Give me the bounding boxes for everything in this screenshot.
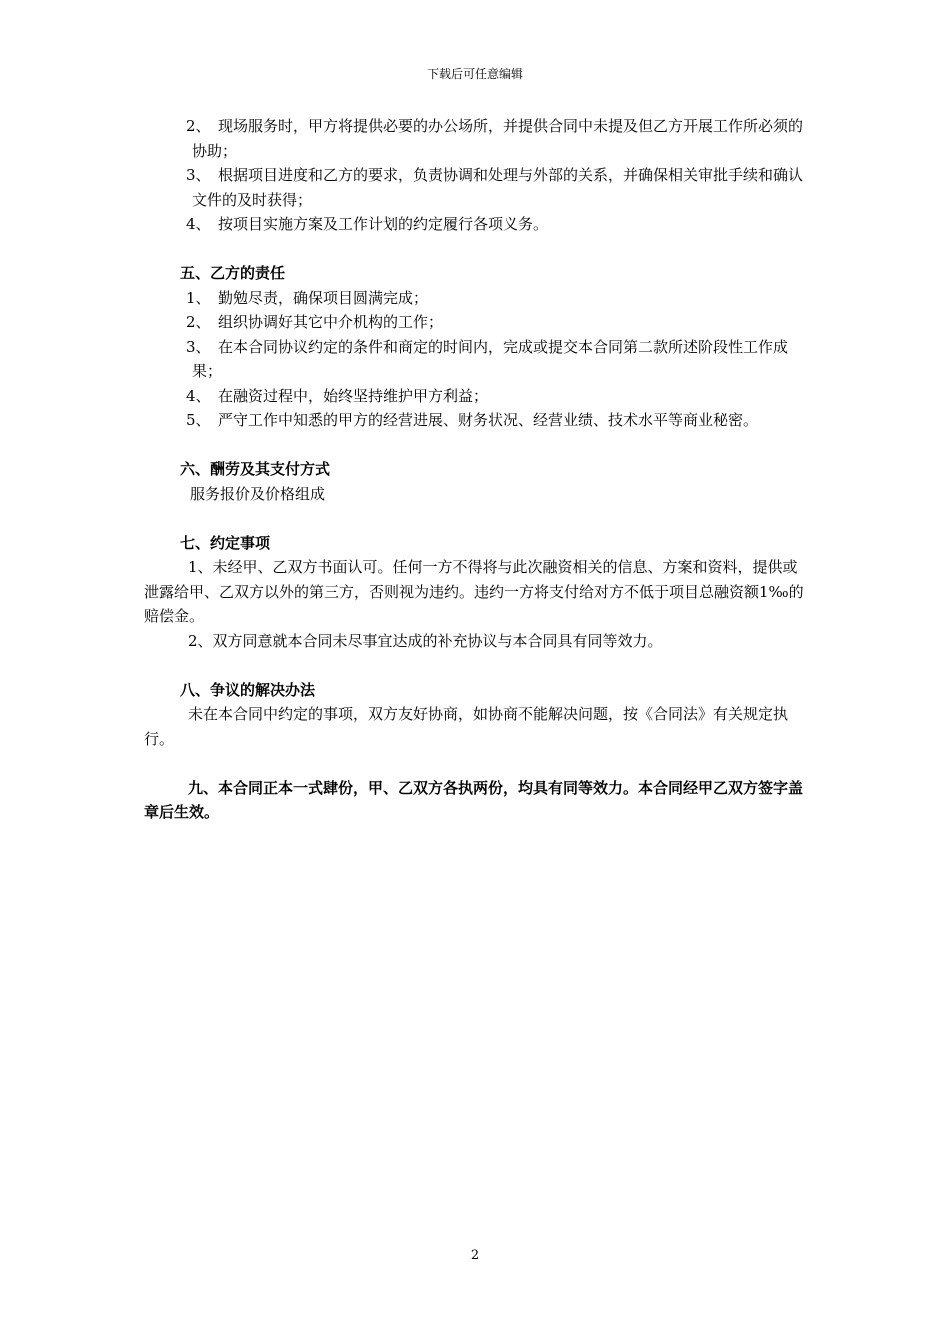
- list-item: [144, 163, 808, 212]
- list-item: [144, 114, 808, 163]
- item-text: 按项目实施方案及工作计划的约定履行各项义务。: [218, 215, 549, 233]
- section-heading: 八、争议的解决办法: [180, 680, 316, 699]
- list-item: [144, 310, 808, 335]
- item-number: 2、: [186, 313, 211, 331]
- item-text: 在本合同协议约定的条件和商定的时间内，完成或提交本合同第二款所述阶段性工作成果；: [192, 337, 789, 380]
- item-text: 根据项目进度和乙方的要求，负责协调和处理与外部的关系，并确保相关审批手续和确认文件的及时获得；: [192, 166, 804, 209]
- list-item: [144, 335, 808, 384]
- paragraph: 服务报价及价格组成: [190, 484, 326, 503]
- list-item: [144, 286, 808, 311]
- item-number: 4、: [186, 215, 211, 233]
- paragraph: 未在本合同中约定的事项，双方友好协商，如协商不能解决问题，按《合同法》有关规定执行。: [144, 705, 789, 748]
- list-item: [144, 408, 808, 433]
- item-number: 1、: [186, 288, 211, 307]
- item-number: 5、: [186, 411, 211, 429]
- section-heading: 六、酬劳及其支付方式: [180, 460, 331, 478]
- paragraph: 1、未经甲、乙双方书面认可。任何一方不得将与此次融资相关的信息、方案和资料，提供或泄露给甲、乙双方以外的第三方，否则视为违约。违约一方将支付给对方不低于项目总融资额1‰的赔偿金。: [144, 558, 804, 625]
- item-text: 勤勉尽责，确保项目圆满完成；: [218, 288, 429, 307]
- list-item: [144, 384, 808, 409]
- item-text: 在融资过程中，始终坚持维护甲方利益；: [218, 386, 489, 405]
- item-number: 3、: [186, 337, 211, 356]
- closing-clause: 九、本合同正本一式肆份，甲、乙双方各执两份，均具有同等效力。本合同经甲乙双方签字盖章后生效。: [144, 778, 804, 821]
- item-number: 4、: [186, 386, 211, 405]
- paragraph: 2、双方同意就本合同未尽事宜达成的补充协议与本合同具有同等效力。: [188, 631, 663, 650]
- document-body: [144, 114, 808, 825]
- section-heading: 五、乙方的责任: [180, 264, 286, 282]
- item-text: 组织协调好其它中介机构的工作；: [218, 313, 444, 331]
- section-heading: 七、约定事项: [180, 533, 271, 552]
- item-number: 2、: [186, 117, 211, 135]
- page-number: 2: [470, 1248, 480, 1263]
- page-header: 下载后可任意编辑: [426, 67, 523, 81]
- item-text: 现场服务时，甲方将提供必要的办公场所，并提供合同中未提及但乙方开展工作所必须的协助；: [192, 117, 804, 160]
- item-number: 3、: [186, 166, 211, 184]
- item-text: 严守工作中知悉的甲方的经营进展、财务状况、经营业绩、技术水平等商业秘密。: [218, 411, 759, 429]
- list-item: [144, 212, 808, 237]
